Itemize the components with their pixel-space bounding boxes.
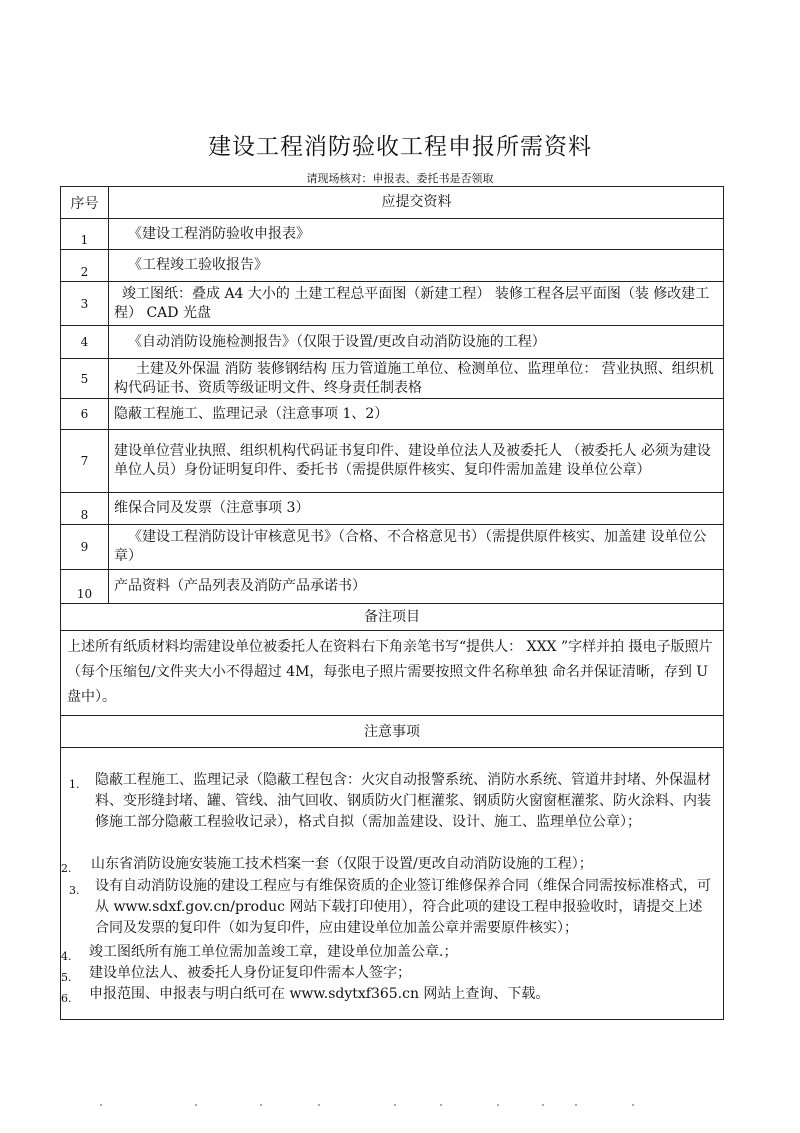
notes-heading-row [61, 716, 723, 748]
row-content [110, 570, 723, 603]
row-number: 6 [61, 399, 109, 429]
table-row [61, 570, 723, 604]
notes-heading: 注意事项 [364, 723, 420, 740]
header-content: 应提交资料 [381, 194, 452, 210]
note-number: 1. [69, 778, 80, 791]
row-text: 产品资料（产品列表及消防产品承诺书） [114, 578, 366, 594]
footer-dots [0, 1104, 800, 1114]
row-text: 《自动消防设施检测报告》（仅限于设置/更改自动消防设施的工程） [128, 333, 546, 350]
remarks-heading: 备注项目 [364, 609, 420, 625]
row-content [110, 525, 723, 569]
row-number: 3 [61, 282, 109, 325]
note-text: 竣工图纸所有施工单位需加盖竣工章，建设单位加盖公章.； [89, 944, 458, 960]
note-number: 3. [69, 884, 80, 897]
header-number: 序号 [61, 187, 109, 218]
note-number: 6. [61, 992, 72, 1005]
row-text: 隐蔽工程施工、监理记录（注意事项 1、2） [114, 405, 389, 422]
table-row [61, 399, 723, 430]
page-subtitle: 请现场核对：申报表、委托书是否领取 [306, 172, 494, 185]
row-text: 土建及外保温 消防 装修钢结构 压力管道施工单位、检测单位、监理单位： 营业执照、组织机构代码证书、资质等级证明文件、终身责任制表格 [114, 360, 714, 396]
table-header-row [61, 187, 723, 219]
note-text: 建设单位法人、被委托人身份证复印件需本人签字； [89, 965, 411, 981]
table-row [61, 326, 723, 359]
remarks-row [61, 631, 723, 716]
row-text: 建设单位营业执照、组织机构代码证书复印件、建设单位法人及被委托人 （被委托人 必须为建设单位人员）身份证明复印件、委托书（需提供原件核实、复印件需加盖建 设单位公章） [114, 443, 711, 478]
row-number: 8 [61, 493, 109, 524]
row-text: 《建设工程消防验收申报表》 [128, 225, 310, 242]
notes-list [61, 748, 723, 1019]
row-text: 维保合同及发票（注意事项 3） [114, 500, 310, 516]
table-row [61, 359, 723, 399]
note-text: 申报范围、申报表与明白纸可在 www.sdytxf365.cn 网站上查询、下载。 [89, 986, 550, 1002]
row-content [110, 326, 723, 358]
row-number: 10 [61, 570, 109, 603]
requirements-table [60, 186, 724, 1020]
row-text: 《建设工程消防设计审核意见书》（合格、不合格意见书）（需提供原件核实、加盖建 设单位公章） [114, 529, 707, 564]
table-row [61, 282, 723, 326]
row-text: 竣工图纸：叠成 A4 大小的 土建工程总平面图（新建工程） 装修工程各层平面图（装 修改建工程） CAD 光盘 [114, 285, 710, 321]
table-row [61, 219, 723, 250]
note-number: 5. [61, 971, 72, 984]
row-number: 9 [61, 525, 109, 569]
table-row [61, 525, 723, 570]
row-content [110, 399, 723, 429]
row-content [110, 359, 723, 398]
note-number: 2. [61, 862, 72, 875]
note-text: 设有自动消防设施的建设工程应与有维保资质的企业签订维修保养合同（维保合同需按标准格式，可从 www.sdxf.gov.cn/produc 网站下载打印使用），符合此项的建设工程申报验收时，请提交上述合同及发票的复印件（如为复印件，应由建设单位加盖公章并需要原件核实）； [95, 878, 711, 936]
table-row [61, 493, 723, 525]
row-text: 《工程竣工验收报告》 [128, 257, 268, 273]
row-content [110, 282, 723, 325]
row-content [110, 219, 723, 249]
table-row [61, 250, 723, 282]
note-text: 隐蔽工程施工、监理记录（隐蔽工程包含：火灾自动报警系统、消防水系统、管道井封堵、外保温材料、变形缝封堵、罐、管线、油气回收、钢质防火门框灌浆、钢质防火窗窗框灌浆、防火涂料、内装修施工部分隐蔽工程验收记录），格式自拟（需加盖建设、设计、施工、监理单位公章）； [95, 772, 711, 830]
row-number: 1 [61, 219, 109, 249]
table-row [61, 430, 723, 493]
remarks-heading-row [61, 604, 723, 631]
note-text: 山东省消防设施安装施工技术档案一套（仅限于设置/更改自动消防设施的工程）； [91, 856, 593, 872]
note-number: 4. [61, 950, 72, 963]
row-number: 4 [61, 326, 109, 358]
row-content [110, 493, 723, 524]
remarks-text: 上述所有纸质材料均需建设单位被委托人在资料右下角亲笔书写“提供人： XXX ”字样并拍 摄电子版照片（每个压缩包/文件夹大小不得超过 4M，每张电子照片需要按照文件名称单独 命名并保证清晰，存到 U 盘中）。 [67, 639, 713, 705]
row-content [110, 250, 723, 281]
row-number: 7 [61, 430, 109, 492]
row-content [110, 430, 723, 492]
row-number: 5 [61, 359, 109, 398]
page-title: 建设工程消防验收工程申报所需资料 [208, 134, 592, 160]
row-number: 2 [61, 250, 109, 281]
notes-row [61, 748, 723, 1019]
